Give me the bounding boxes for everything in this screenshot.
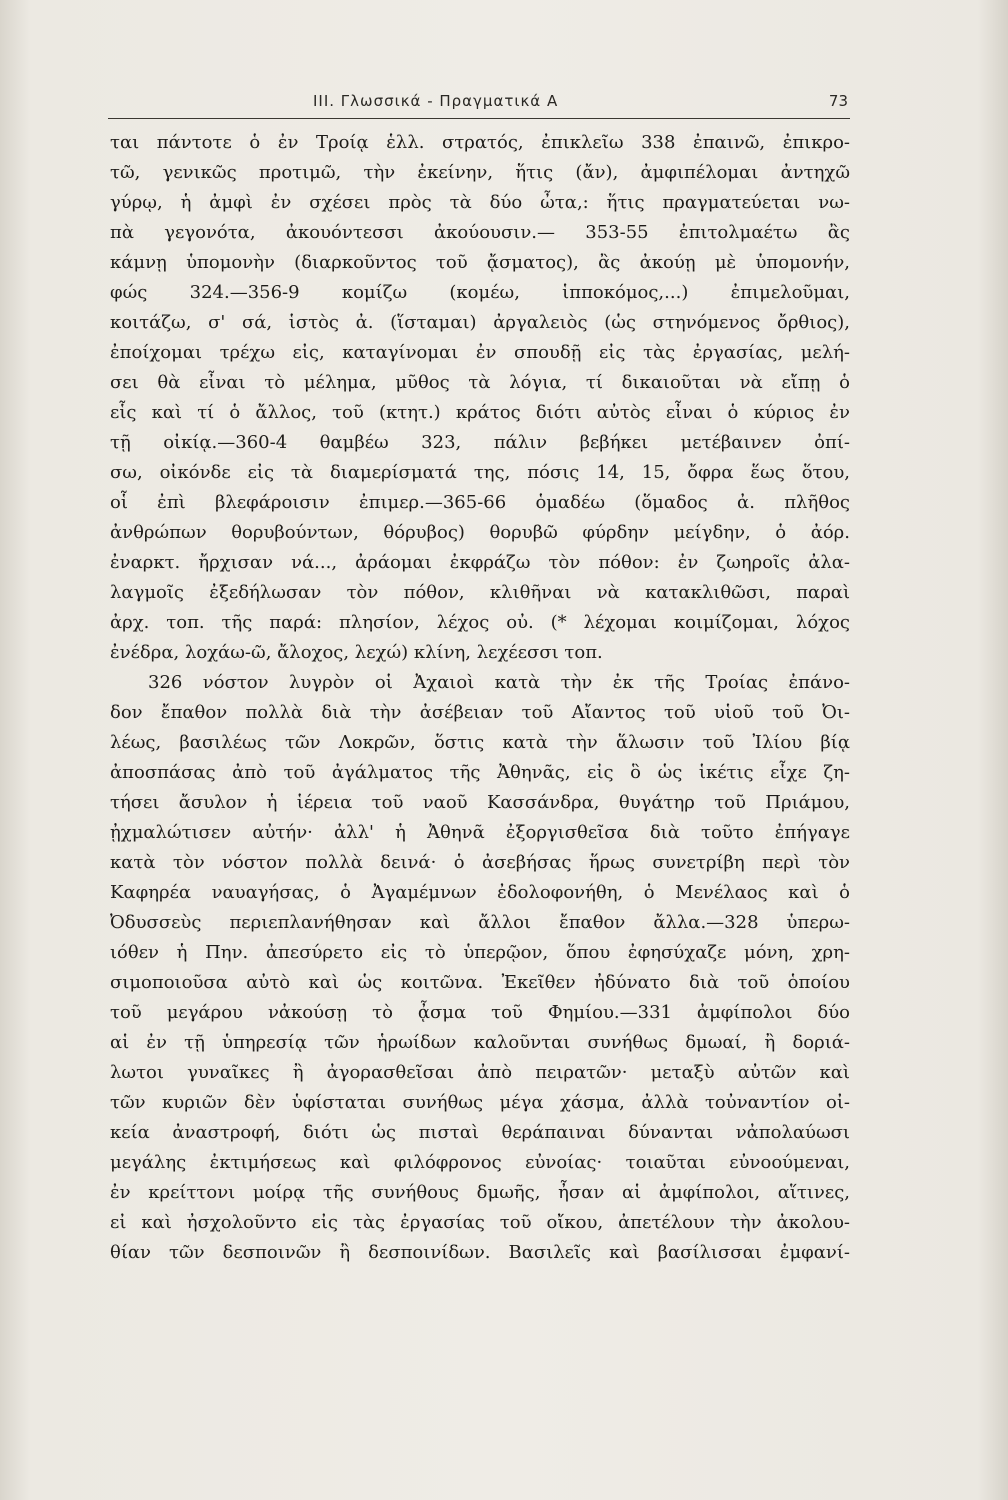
text-line: φώς 324.—356-9 κομίζω (κομέω, ἱπποκόμος,...) ἐπιμελοῦμαι, [110,282,850,303]
text-line: ἐν κρείττονι μοίρᾳ τῆς συνήθους δμωῆς, ἦσαν αἱ ἀμφίπολοι, αἵτινες, [110,1182,850,1203]
text-line: λαγμοῖς ἐξεδήλωσαν τὸν πόθον, κλιθῆναι νὰ κατακλιθῶσι, παραὶ [110,582,850,603]
text-line: σω, οἰκόνδε εἰς τὰ διαμερίσματά της, πόσις 14, 15, ὄφρα ἕως ὅτου, [110,462,850,483]
text-line: εἷς καὶ τί ὁ ἄλλος, τοῦ (κτητ.) κράτος διότι αὐτὸς εἶναι ὁ κύριος ἐν [110,402,850,423]
text-line: ται πάντοτε ὁ ἐν Τροίᾳ ἑλλ. στρατός, ἐπικλεῖω 338 ἐπαινῶ, ἐπικρο- [110,132,850,153]
text-line: ἐναρκτ. ἤρχισαν νά..., ἀράομαι ἐκφράζω τὸν πόθον: ἐν ζωηροῖς ἀλα- [110,552,850,573]
text-line: κάμνῃ ὑπομονὴν (διαρκοῦντος τοῦ ᾄσματος), ἂς ἀκούῃ μὲ ὑπομονήν, [110,252,850,273]
text-line: τήσει ἄσυλον ἡ ἱέρεια τοῦ ναοῦ Κασσάνδρα, θυγάτηρ τοῦ Πριάμου, [110,792,850,813]
text-line: ᾐχμαλώτισεν αὐτήν· ἀλλ' ἡ Ἀθηνᾶ ἐξοργισθεῖσα διὰ τοῦτο ἐπήγαγε [110,822,850,843]
text-line: αἱ ἐν τῇ ὑπηρεσίᾳ τῶν ἡρωίδων καλοῦνται συνήθως δμωαί, ἢ δοριά- [110,1032,850,1053]
text-line: λωτοι γυναῖκες ἢ ἀγορασθεῖσαι ἀπὸ πειρατῶν· μεταξὺ αὐτῶν καὶ [110,1062,850,1083]
text-line: ἐποίχομαι τρέχω εἰς, καταγίνομαι ἐν σπουδῇ εἰς τὰς ἐργασίας, μελή- [110,342,850,363]
text-line: τῇ οἰκίᾳ.—360-4 θαμβέω 323, πάλιν βεβήκει μετέβαινεν ὀπί- [110,432,850,453]
text-line: ἀποσπάσας ἀπὸ τοῦ ἀγάλματος τῆς Ἀθηνᾶς, εἰς ὃ ὡς ἱκέτις εἶχε ζη- [110,762,850,783]
text-line: σιμοποιοῦσα αὐτὸ καὶ ὡς κοιτῶνα. Ἐκεῖθεν ἠδύνατο διὰ τοῦ ὁποίου [110,972,850,993]
text-line: ἀρχ. τοπ. τῆς παρά: πλησίον, λέχος οὐ. (* λέχομαι κοιμίζομαι, λόχος [110,612,850,633]
text-line: Καφηρέα ναυαγήσας, ὁ Ἀγαμέμνων ἐδολοφονήθη, ὁ Μενέλαος καὶ ὁ [110,882,850,903]
text-line: λέως, βασιλέως τῶν Λοκρῶν, ὅστις κατὰ τὴν ἅλωσιν τοῦ Ἰλίου βίᾳ [110,732,850,753]
text-line: κοιτάζω, σ' σά, ἱστὸς ἀ. (ἵσταμαι) ἀργαλειὸς (ὡς στηνόμενος ὄρθιος), [110,312,850,333]
text-line: εἰ καὶ ἠσχολοῦντο εἰς τὰς ἐργασίας τοῦ οἴκου, ἀπετέλουν τὴν ἀκολου- [110,1212,850,1233]
text-line: ἐνέδρα, λοχάω-ῶ, ἄλοχος, λεχώ) κλίνη, λεχέεσσι τοπ. [110,642,603,663]
text-line: ιόθεν ἡ Πην. ἀπεσύρετο εἰς τὸ ὑπερῷον, ὅπου ἐφησύχαζε μόνη, χρη- [110,942,850,963]
text-line: ἀνθρώπων θορυβούντων, θόρυβος) θορυβῶ φύρδην μείγδην, ὁ ἀόρ. [110,522,850,543]
text-line: μεγάλης ἐκτιμήσεως καὶ φιλόφρονος εὐνοίας· τοιαῦται εὐνοούμεναι, [110,1152,850,1173]
text-line: οἷ ἐπὶ βλεφάροισιν ἐπιμερ.—365-66 ὁμαδέω (ὅμαδος ἀ. πλῆθος [110,492,850,513]
text-line: τοῦ μεγάρου νἀκούσῃ τὸ ᾆσμα τοῦ Φημίου.—331 ἀμφίπολοι δύο [110,1002,850,1023]
running-head: III. Γλωσσικά - Πραγματικά Α [313,92,559,110]
page-header [108,92,850,119]
text-line: τῶν κυριῶν δὲν ὑφίσταται συνήθως μέγα χάσμα, ἀλλὰ τοὐναντίον οἰ- [110,1092,850,1113]
text-line: 326 νόστον λυγρὸν οἱ Ἀχαιοὶ κατὰ τὴν ἐκ τῆς Τροίας ἐπάνο- [148,672,850,693]
page-number: 73 [828,92,848,110]
text-line: Ὀδυσσεὺς περιεπλανήθησαν καὶ ἄλλοι ἔπαθον ἄλλα.—328 ὑπερω- [110,912,850,933]
text-line: κεία ἀναστροφή, διότι ὡς πισταὶ θεράπαιναι δύνανται νἀπολαύωσι [110,1122,850,1143]
text-line: πὰ γεγονότα, ἀκουόντεσσι ἀκούουσιν.— 353-55 ἐπιτολμαέτω ἂς [110,222,850,243]
text-line: γύρῳ, ἡ ἀμφὶ ἐν σχέσει πρὸς τὰ δύο ὦτα,: ἥτις πραγματεύεται νω- [110,192,850,213]
text-line: δον ἔπαθον πολλὰ διὰ τὴν ἀσέβειαν τοῦ Αἴαντος τοῦ υἱοῦ τοῦ Ὀι- [110,702,850,723]
text-line: κατὰ τὸν νόστον πολλὰ δεινά· ὁ ἀσεβήσας ἥρως συνετρίβη περὶ τὸν [110,852,850,873]
text-line: θίαν τῶν δεσποινῶν ἢ δεσποινίδων. Βασιλεῖς καὶ βασίλισσαι ἐμφανί- [110,1242,850,1263]
text-line: τῶ, γενικῶς προτιμῶ, τὴν ἐκείνην, ἥτις (ἄν), ἀμφιπέλομαι ἀντηχῶ [110,162,850,183]
text-line: σει θὰ εἶναι τὸ μέλημα, μῦθος τὰ λόγια, τί δικαιοῦται νὰ εἴπῃ ὁ [110,372,850,393]
